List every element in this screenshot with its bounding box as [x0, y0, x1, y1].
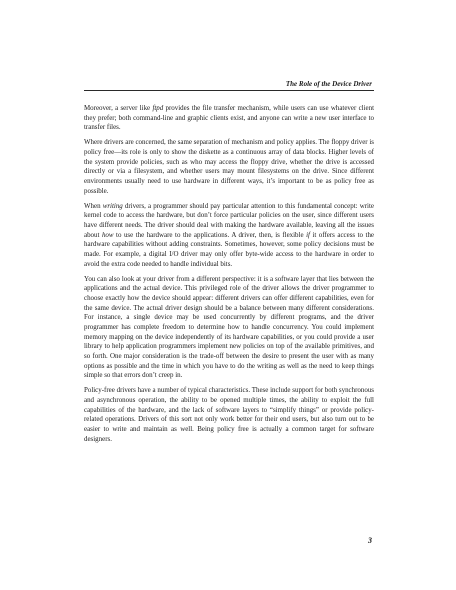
paragraph: Moreover, a server like ftpd provides the file transfer mechanism, while users can use whatever client they prefer; both command-line and graphic clients exist, and anyone can write a new user interface to transfer files.: [84, 104, 374, 132]
page-number: 3: [368, 536, 372, 545]
paragraph: You can also look at your driver from a different perspective: it is a software layer that lies between the applications and the actual device. This privileged role of the driver allows the driver programmer to choose exactly how the device should appear: different drivers can offer different capabilities, even for the same device. The actual driver design should be a balance between many different considerations. For instance, a single device may be used concurrently by different programs, and the driver programmer has complete freedom to determine how to handle concurrency. You could implement memory mapping on the device independently of its hardware capabilities, or you could provide a user library to help application programmers implement new policies on top of the available primitives, and so forth. One major consideration is the trade-off between the desire to present the user with as many options as possible and the time in which you have to do the writing as well as the need to keep things simple so that errors don’t creep in.: [84, 274, 374, 380]
paragraph: When writing drivers, a programmer should pay particular attention to this fundamental concept: write kernel code to access the hardware, but don’t force particular policies on the user, since different users have different needs. The driver should deal with making the hardware available, leaving all the issues about how to use the hardware to the applications. A driver, then, is flexible if it offers access to the hardware capabilities without adding constraints. Sometimes, however, some policy decisions must be made. For example, a digital I/O driver may only offer byte-wide access to the hardware in order to avoid the extra code needed to handle individual bits.: [84, 201, 375, 268]
emphasis: if: [306, 230, 310, 239]
header-rule: [84, 90, 374, 91]
running-header: The Role of the Device Driver: [285, 80, 372, 88]
paragraph: Where drivers are concerned, the same separation of mechanism and policy applies. The floppy driver is policy free—its role is only to show the diskette as a continuous array of data blocks. Higher levels of the system provide policies, such as who may access the floppy drive, whether the drive is accessed directly or via a filesystem, and whether users may mount filesystems on the drive. Since different environments usually need to use hardware in different ways, it’s important to be as policy free as possible.: [84, 138, 374, 195]
emphasis: how: [101, 230, 114, 239]
emphasis: writing: [102, 201, 123, 210]
body-text: [84, 104, 374, 450]
emphasis: ftpd: [152, 104, 164, 112]
paragraph: Policy-free drivers have a number of typical characteristics. These include support for both synchronous and asynchronous operation, the ability to be opened multiple times, the ability to exploit the full capabilities of the hardware, and the lack of software layers to “simplify things” or provide policy-related operations. Drivers of this sort not only work better for their end users, but also turn out to be easier to write and maintain as well. Being policy free is actually a common target for software designers.: [84, 386, 374, 443]
